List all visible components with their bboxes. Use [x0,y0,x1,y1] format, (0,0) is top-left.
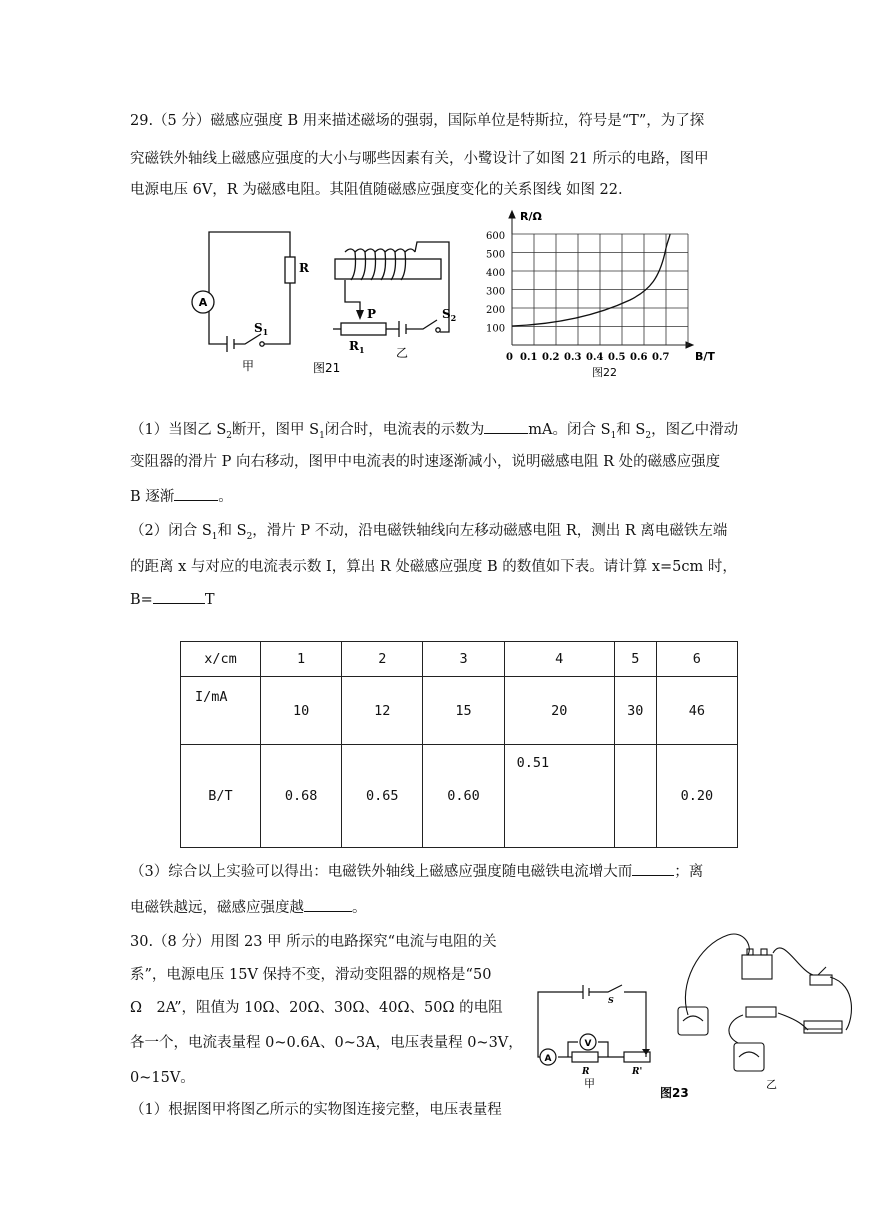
x-tick-label: 0 [506,352,513,363]
switch-s2-label: $S_2$ [442,307,457,323]
q29-line1: 29.（5 分）磁感应强度 B 用来描述磁场的强弱，国际单位是特斯拉，符号是“T”，为了探 [130,113,705,129]
q29-part2-line1: （2）闭合 $S_1$和 $S_2$，滑片 P 不动，沿电磁铁轴线向左移动磁感电阻 R，测出 R 离电磁铁左端 [130,523,728,542]
fig22-caption: 图22 [592,366,617,379]
figure-21-circuit [185,222,465,382]
table-cell: 12 [342,677,423,745]
table-cell: 30 [614,677,656,745]
slider-p-label: P [367,307,377,321]
r-b-curve [512,234,670,326]
q29-part3-line2: 电磁铁越远，磁感应强度越 。 [130,897,740,919]
q30-line6: （1）根据图甲将图乙所示的实物图连接完整，电压表量程 [130,1102,502,1118]
y-tick-label: 100 [486,323,506,335]
data-table [180,641,738,848]
table-cell: 2 [342,642,423,677]
table-cell: 6 [656,642,737,677]
table-cell: 3 [423,642,504,677]
table-cell-blank[interactable] [614,745,656,848]
figure-23-circuit [528,925,858,1103]
q30-line1: 30.（8 分）用图 23 甲 所示的电路探究“电流与电阻的关 [130,934,497,950]
q29-part2-line3: B= T [130,589,740,611]
q30-line4: 各一个，电流表量程 0~0.6A、0~3A，电压表量程 0~3V， [130,1035,523,1051]
table-cell: 15 [423,677,504,745]
q29-line2: 究磁铁外轴线上磁感应强度的大小与哪些因素有关，小鹭设计了如图 21 所示的电路，图甲 [130,151,709,167]
table-cell: 4 [504,642,614,677]
q29-part1-line2: 变阻器的滑片 P 向右移动，图甲中电流表的时速逐渐减小，说明磁感电阻 R 处的磁感应强度 [130,454,721,470]
answer-blank-trend-distance[interactable] [304,897,352,912]
x-tick-label: 0.4 [586,352,604,363]
table-cell: 0.68 [261,745,342,848]
q30-line5: 0~15V。 [130,1070,195,1086]
table-cell: 5 [614,642,656,677]
table-cell: 20 [504,677,614,745]
graph-ylabel: R/Ω [520,210,542,223]
q29-part3-line1: （3）综合以上实验可以得出：电磁铁外轴线上磁感应强度随电磁铁电流增大而 ；离 [130,861,740,883]
table-header-x: x/cm [181,642,261,677]
fig21-caption: 图21 [313,361,341,375]
q29-part2-line2: 的距离 x 与对应的电流表示数 I，算出 R 处磁感应强度 B 的数值如下表。请计算 x=5cm 时， [130,559,737,575]
rheostat-r1-label: $R_1$ [349,339,365,355]
q29-line3: 电源电压 6V，R 为磁感电阻。其阻值随磁感应强度变化的关系图线 如图 22. [130,182,623,198]
answer-blank-b-trend[interactable] [174,486,218,501]
y-tick-label: 300 [486,286,506,298]
x-tick-label: 0.5 [608,352,626,363]
q29-part1-line1: （1）当图乙 $S_2$断开，图甲 $S_1$闭合时，电流表的示数为 mA。闭合 $S_1$和 $S_2$，图乙中滑动 [130,419,740,447]
table-cell: 0.20 [656,745,737,848]
fig23-resistor-label: R [582,1067,590,1077]
switch-s1-label: $S_1$ [254,321,269,337]
x-tick-label: 0.6 [630,352,648,363]
y-tick-label: 600 [486,231,506,242]
table-row-b [181,745,738,848]
table-row-i [181,677,738,745]
ammeter-label: A [198,296,208,309]
fig23-jia-label: 甲 [584,1077,595,1090]
figure-22-graph [480,208,720,383]
y-tick-label: 500 [486,249,506,261]
table-cell: 0.60 [423,745,504,848]
resistor-r-label: R [299,261,309,275]
fig21-yi-label: 乙 [396,346,409,360]
table-cell: 1 [261,642,342,677]
table-header-b: B/T [181,745,261,848]
table-cell: 0.65 [342,745,423,848]
y-tick-label: 400 [486,268,506,279]
answer-blank-trend-current[interactable] [632,861,674,876]
x-tick-label: 0.1 [520,352,538,363]
answer-blank-b-value[interactable] [153,589,205,604]
x-tick-label: 0.2 [542,352,560,363]
x-tick-label: 0.3 [564,352,582,363]
table-row-x [181,642,738,677]
answer-blank-current[interactable] [484,419,528,434]
table-cell: 0.51 [504,745,614,848]
fig23-rheostat-label: R' [632,1067,643,1077]
fig23-yi-label: 乙 [766,1078,777,1091]
table-cell: 10 [261,677,342,745]
fig23-ammeter-label: A [544,1054,552,1064]
graph-xlabel: B/T [695,350,715,363]
fig21-jia-label: 甲 [242,359,255,373]
fig23-switch-label: S [608,995,614,1005]
table-header-i: I/mA [181,677,261,745]
q29-part1-line3: B 逐渐 。 [130,486,740,508]
fig23-caption: 图23 [660,1086,689,1100]
fig23-voltmeter-label: V [584,1039,592,1049]
x-tick-label: 0.7 [652,352,670,363]
q30-line2: 系”，电源电压 15V 保持不变，滑动变阻器的规格是“50 [130,967,492,983]
y-tick-label: 200 [486,305,506,316]
table-cell: 46 [656,677,737,745]
q30-line3: Ω 2A”，阻值为 10Ω、20Ω、30Ω、40Ω、50Ω 的电阻 [130,1000,503,1016]
